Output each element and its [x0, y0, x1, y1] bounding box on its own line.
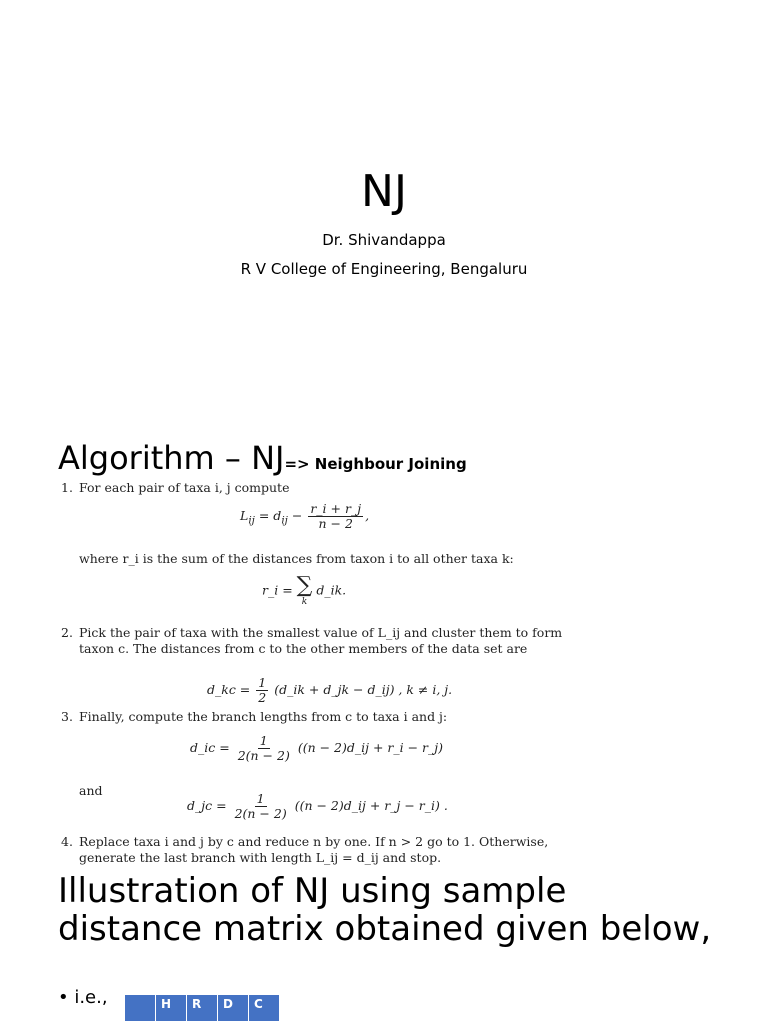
eq1-fraction [308, 502, 363, 531]
step1-label: 1. [61, 480, 73, 495]
eq1-numerator: r_i + r_j [310, 501, 362, 516]
eq1-eq-sub: ij [281, 514, 288, 527]
eq3-numerator: 1 [258, 675, 267, 690]
eq1-eq: = d [258, 508, 282, 523]
matrix-header-cell: C [249, 995, 280, 1022]
equation-dic [190, 734, 443, 763]
bullet-ie: • i.e., [58, 987, 108, 1008]
step2-text: Pick the pair of taxa with the smallest value of L_ij and cluster them to form [79, 625, 563, 640]
step2-text-line2: taxon c. The distances from c to the other members of the data set are [79, 641, 528, 656]
eq5-denominator: 2(n − 2) [234, 806, 287, 821]
and-text: and [79, 783, 103, 798]
eq3-denominator: 2 [258, 690, 267, 705]
step4-text-line2: generate the last branch with length L_ij = d_ij and stop. [79, 850, 442, 865]
eq4-denominator: 2(n − 2) [237, 748, 290, 763]
eq4-lhs: d_ic = [190, 740, 230, 755]
eq4-numerator: 1 [259, 733, 268, 748]
eq1-denominator: n − 2 [318, 516, 353, 531]
matrix-header-cell: D [218, 995, 249, 1022]
algorithm-subtitle: => Neighbour Joining [284, 455, 467, 473]
algorithm-title: Algorithm – NJ [58, 439, 285, 477]
equation-lij [240, 502, 369, 531]
step4-label: 4. [61, 834, 73, 849]
eq5-lhs: d_jc = [187, 798, 227, 813]
eq3-rhs: (d_ik + d_jk − d_ij) , k ≠ i, j. [274, 682, 453, 697]
eq2-rhs: d_ik. [316, 582, 347, 598]
eq5-numerator: 1 [256, 791, 265, 806]
sum-index: k [301, 597, 308, 607]
distance-matrix-table [124, 994, 280, 1022]
eq5-rhs: ((n − 2)d_ij + r_j − r_i) . [294, 798, 448, 813]
step1-where-text: where r_i is the sum of the distances from taxon i to all other taxa k: [79, 551, 514, 566]
step3-text: Finally, compute the branch lengths from c to taxa i and j: [79, 709, 448, 724]
institution-name: R V College of Engineering, Bengaluru [240, 260, 528, 278]
step1-text: For each pair of taxa i, j compute [79, 480, 290, 495]
step3-label: 3. [61, 709, 73, 724]
matrix-header-cell: R [187, 995, 218, 1022]
equation-dkc [207, 676, 452, 705]
eq5-fraction [233, 792, 289, 821]
author-name: Dr. Shivandappa [322, 231, 446, 249]
eq1-minus: − [291, 508, 303, 523]
step4-text: Replace taxa i and j by c and reduce n by one. If n > 2 go to 1. Otherwise, [79, 834, 549, 849]
eq4-rhs: ((n − 2)d_ij + r_i − r_j) [297, 740, 444, 755]
eq1-tail: , [365, 508, 370, 523]
eq1-lhs-sub: ij [248, 514, 255, 527]
matrix-header-corner [125, 995, 156, 1022]
eq2-lhs: r_i = [262, 582, 293, 598]
sum-symbol: ∑ k [296, 573, 313, 607]
algorithm-heading [58, 436, 467, 480]
eq1-lhs: L [240, 508, 249, 523]
eq3-fraction [256, 676, 268, 705]
step2-label: 2. [61, 625, 73, 640]
matrix-header-row [125, 995, 280, 1022]
eq3-lhs: d_kc = [207, 682, 251, 697]
equation-djc [187, 792, 448, 821]
illustration-heading: Illustration of NJ using sample distance matrix obtained given below, [58, 871, 712, 949]
slide-title: NJ [361, 166, 407, 217]
equation-ri [262, 575, 346, 607]
eq4-fraction [236, 734, 292, 763]
matrix-header-cell: H [156, 995, 187, 1022]
